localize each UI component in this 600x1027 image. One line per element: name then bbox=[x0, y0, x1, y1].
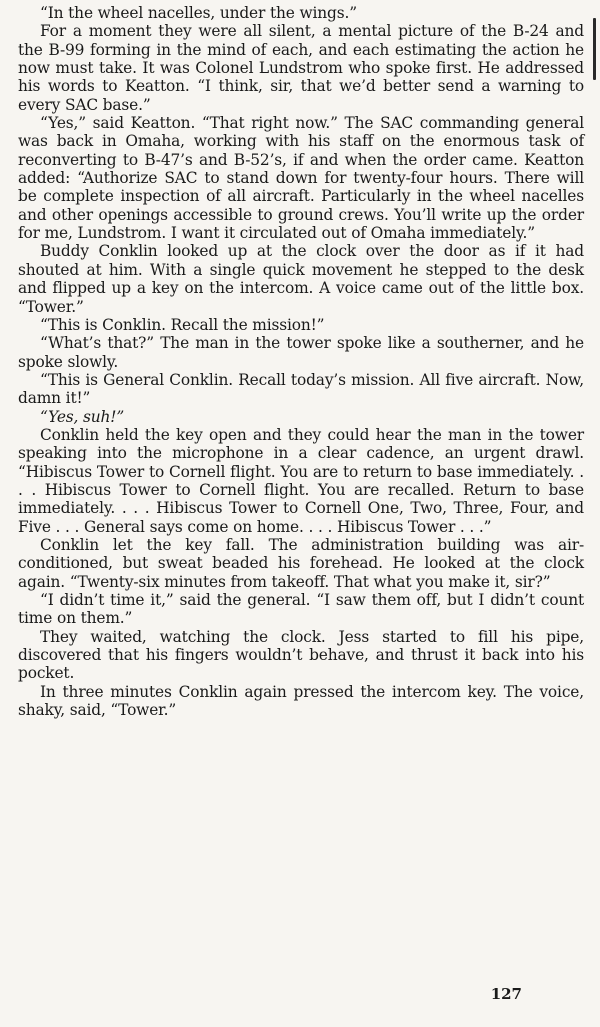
paragraph-1: “In the wheel nacelles, under the wings.” bbox=[40, 4, 357, 22]
page-number: 127 bbox=[490, 985, 522, 1003]
paragraph-10: Conklin let the key fall. The administration building was air-conditioned, but sweat beaded his forehead. He looked at the clock again. “Twenty-six minutes from takeoff. That what you make it, sir?” bbox=[18, 535, 584, 591]
paragraph-8 bbox=[18, 408, 584, 426]
paragraph-4: Buddy Conklin looked up at the clock over the door as if it had shouted at him. With a single quick movement he stepped to the desk and flipped up a key on the intercom. A voice came out of the little box. “Tower.” bbox=[18, 242, 584, 316]
paragraph-9: Conklin held the key open and they could hear the man in the tower speaking into the microphone in a clear cadence, an urgent drawl. “Hibiscus Tower to Cornell flight. You are to return to base immediately. . . . Hibiscus Tower to Cornell flight. You are recalled. Return to base immediately. . . . Hibiscus Tower to Cornell One, Two, Three, Four, and Five . . . General says come on home. . . . Hibiscus Tower . . .” bbox=[18, 425, 584, 536]
body-text bbox=[18, 4, 584, 719]
paragraph-6: “What’s that?” The man in the tower spoke like a southerner, and he spoke slowly. bbox=[18, 334, 584, 371]
paragraph-5: “This is Conklin. Recall the mission!” bbox=[40, 315, 325, 334]
paragraph-8-italic: “Yes, suh!” bbox=[40, 407, 125, 426]
paragraph-2: For a moment they were all silent, a mental picture of the B-24 and the B-99 forming in the mind of each, and each estimating the action he now must take. It was Colonel Lundstrom who spoke first. He addressed his words to Keatton. “I think, sir, that we’d better send a warning to every SAC base.” bbox=[18, 22, 584, 114]
paragraph-7: “This is General Conklin. Recall today’s mission. All five aircraft. Now, damn it!” bbox=[18, 370, 584, 408]
paragraph-13: In three minutes Conklin again pressed the intercom key. The voice, shaky, said, “Tower.” bbox=[18, 682, 584, 720]
paragraph-12: They waited, watching the clock. Jess started to fill his pipe, discovered that his fingers wouldn’t behave, and thrust it back into his pocket. bbox=[18, 627, 584, 683]
paragraph-11: “I didn’t time it,” said the general. “I saw them off, but I didn’t count time on them.” bbox=[18, 591, 584, 628]
paragraph-3: “Yes,” said Keatton. “That right now.” The SAC commanding general was back in Omaha, working with his staff on the enormous task of reconverting to B-47’s and B-52’s, if and when the order came. Keatton added: “Authorize SAC to stand down for twenty-four hours. There will be complete inspection of all aircraft. Particularly in the wheel nacelles and other openings accessible to ground crews. You’ll write up the order for me, Lundstrom. I want it circulated out of Omaha immediately.” bbox=[18, 114, 584, 243]
margin-mark bbox=[593, 18, 596, 80]
